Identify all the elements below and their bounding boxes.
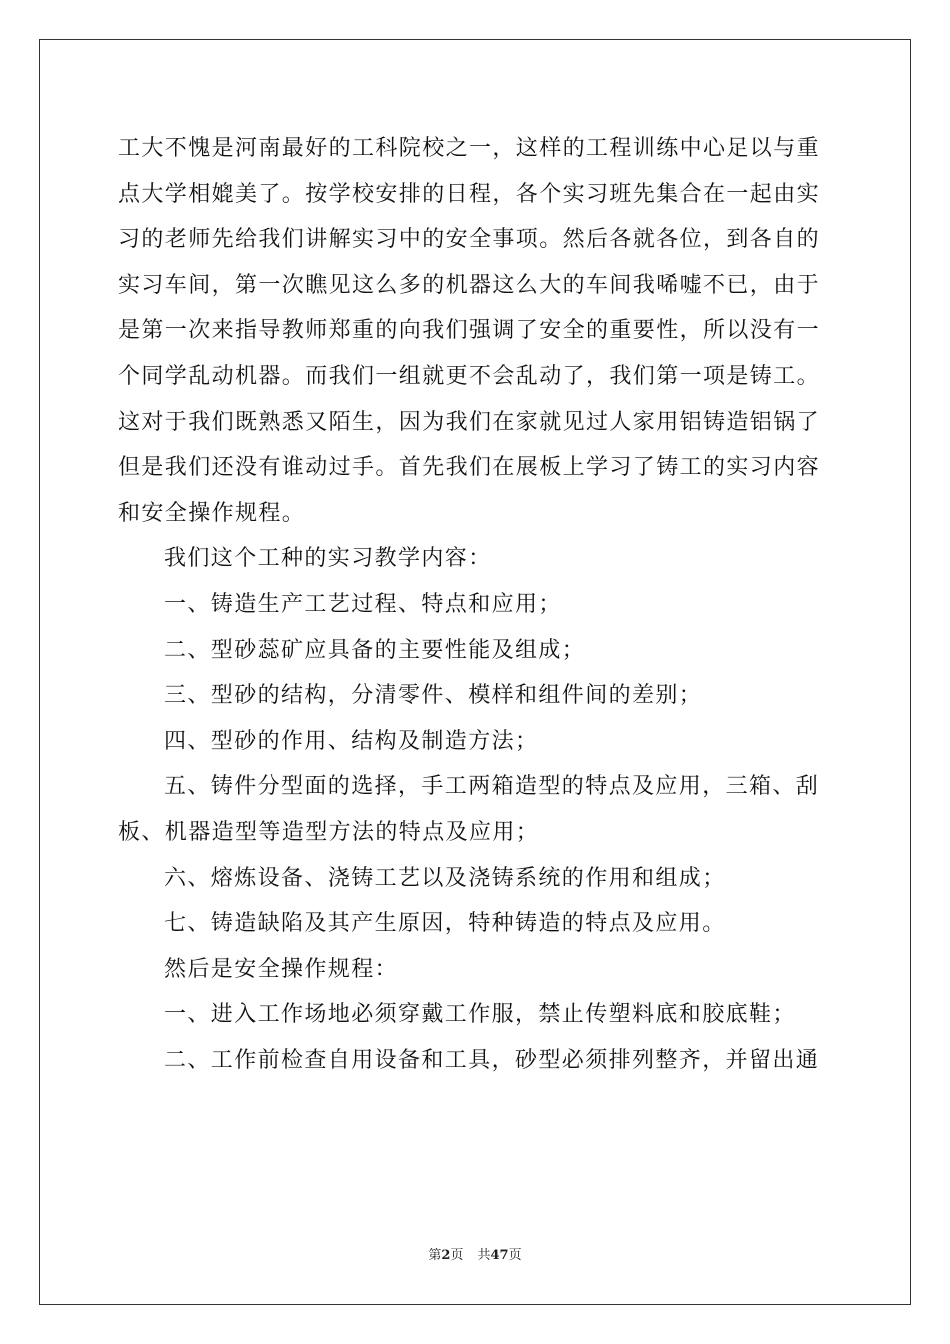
page-footer [0,1247,950,1265]
safety-item: 二、工作前检查自用设备和工具，砂型必须排列整齐，并留出通 [164,1047,820,1073]
teaching-item: 四、型砂的作用、结构及制造方法； [164,728,539,754]
page-prefix: 第 [428,1248,442,1263]
page-number: 2 [441,1248,451,1263]
teaching-item: 六、熔炼设备、浇铸工艺以及浇铸系统的作用和组成； [164,865,726,891]
total-prefix: 共 [477,1248,491,1263]
paragraph-line: 是第一次来指导教师郑重的向我们强调了安全的重要性，所以没有一 [118,318,821,344]
teaching-item: 七、铸造缺陷及其产生原因，特种铸造的特点及应用。 [164,911,726,937]
safety-item: 一、进入工作场地必须穿戴工作服，禁止传塑料底和胶底鞋； [164,1002,796,1028]
paragraph-line: 工大不愧是河南最好的工科院校之一，这样的工程训练中心足以与重 [118,136,821,161]
total-pages: 47 [490,1248,509,1263]
paragraph-line: 和安全操作规程。 [118,500,306,526]
page-suffix: 页 [450,1248,464,1263]
safety-intro: 然后是安全操作规程： [164,956,399,982]
total-suffix: 页 [508,1248,522,1263]
teaching-item: 二、型砂蕊矿应具备的主要性能及组成； [164,637,586,663]
teaching-item: 五、铸件分型面的选择，手工两箱造型的特点及应用，三箱、刮 [164,774,820,800]
paragraph-line: 点大学相媲美了。按学校安排的日程，各个实习班先集合在一起由实 [118,181,821,207]
teaching-intro: 我们这个工种的实习教学内容： [164,546,492,572]
paragraph-line: 习的老师先给我们讲解实习中的安全事项。然后各就各位，到各自的 [118,227,821,253]
teaching-item: 一、铸造生产工艺过程、特点和应用； [164,591,562,617]
document-body [118,126,834,1083]
paragraph-line: 个同学乱动机器。而我们一组就更不会乱动了，我们第一项是铸工。 [118,363,821,389]
paragraph-line: 但是我们还没有谁动过手。首先我们在展板上学习了铸工的实习内容 [118,455,821,481]
teaching-item-continuation: 板、机器造型等造型方法的特点及应用； [118,819,540,845]
teaching-item: 三、型砂的结构，分清零件、模样和组件间的差别； [164,683,703,709]
paragraph-line: 实习车间，第一次瞧见这么多的机器这么大的车间我唏嘘不已，由于 [118,272,821,298]
paragraph-line: 这对于我们既熟悉又陌生，因为我们在家就见过人家用铝铸造铝锅了 [118,409,821,435]
